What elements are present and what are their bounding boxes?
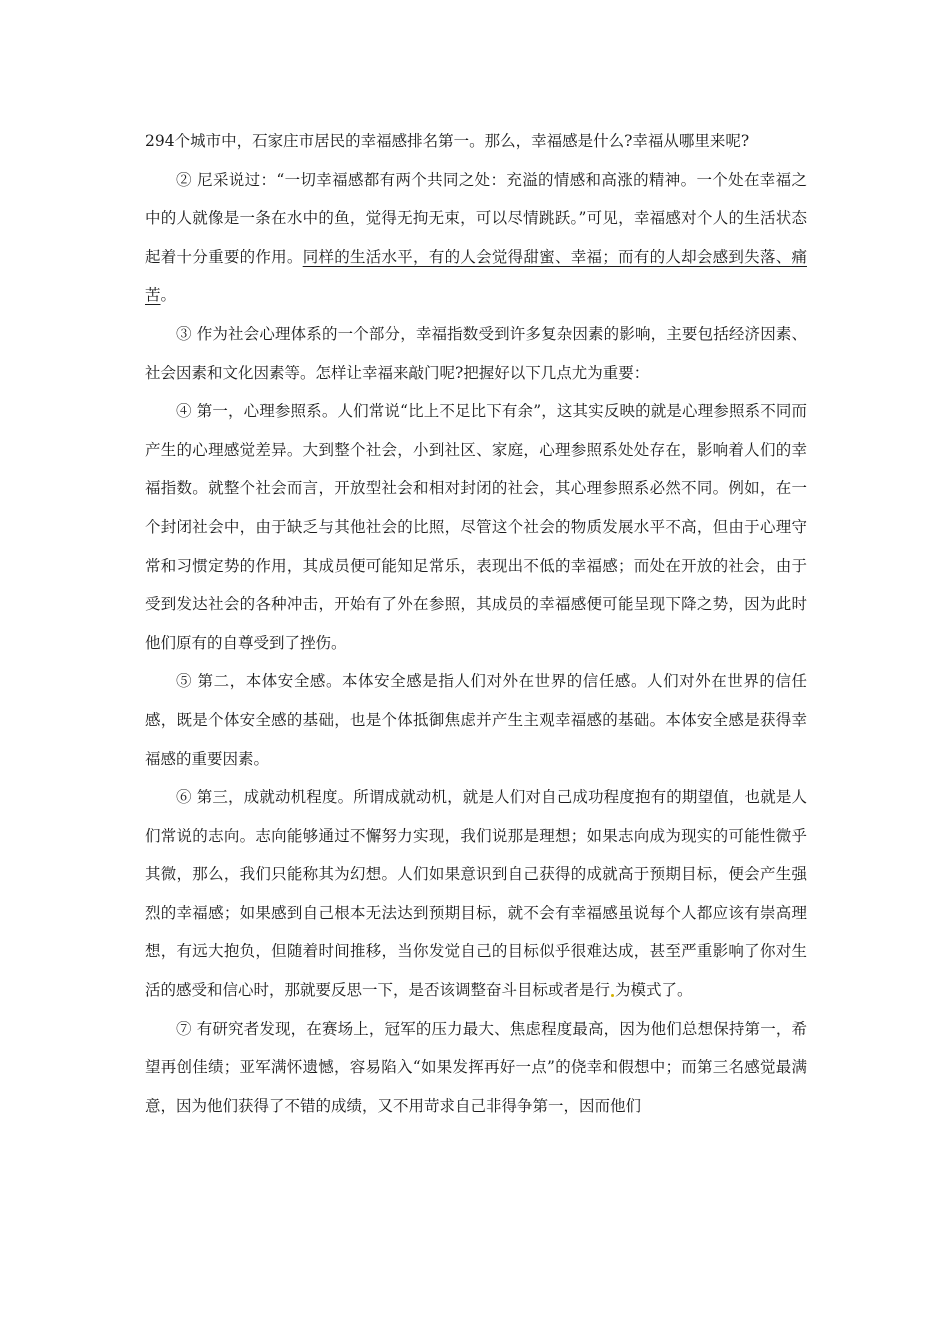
paragraph-7 [145, 1010, 807, 1126]
paragraph-text-end: 。 [160, 286, 177, 305]
paragraph-text: ② 尼采说过：“一切幸福感都有两个共同之处：充溢的情感和高涨的精神。一个处在幸福之中的人就像是一条在水中的鱼，觉得无拘无束，可以尽情跳跃。”可见，幸福感对个人的生活状态起着十分重要的作用。 [145, 170, 807, 266]
paragraph-text: ⑦ 有研究者发现，在赛场上，冠军的压力最大、焦虑程度最高，因为他们总想保持第一，希望再创佳绩；亚军满怀遗憾，容易陷入“如果发挥再好一点”的侥幸和假想中；而第三名感觉最满意，因为他们获得了不错的成绩，又不用苛求自己非得争第一，因而他们 [145, 1019, 807, 1115]
stray-mark [611, 994, 614, 997]
paragraph-4 [145, 392, 807, 662]
paragraph-6 [145, 778, 807, 1010]
paragraph-3 [145, 315, 807, 392]
paragraph-text: 294个城市中，石家庄市居民的幸福感排名第一。那么，幸福感是什么?幸福从哪里来呢? [145, 132, 750, 150]
paragraph-text-end: 为模式了。 [615, 981, 693, 1000]
underlined-sentence: 同样的生活水平，有的人会觉得甜蜜、幸福；而有的人却会感到失落、痛苦 [145, 247, 807, 305]
paragraph-2 [145, 161, 807, 315]
paragraph-continuation [145, 122, 807, 161]
paragraph-5 [145, 662, 807, 778]
paragraph-text: ④ 第一，心理参照系。人们常说“比上不足比下有余”，这其实反映的就是心理参照系不同而产生的心理感觉差异。大到整个社会，小到社区、家庭，心理参照系处处存在，影响着人们的幸福指数。就整个社会而言，开放型社会和相对封闭的社会，其心理参照系必然不同。例如，在一个封闭社会中，由于缺乏与其他社会的比照，尽管这个社会的物质发展水平不高，但由于心理守常和习惯定势的作用，其成员便可能知足常乐，表现出不低的幸福感；而处在开放的社会，由于受到发达社会的各种冲击，开始有了外在参照，其成员的幸福感便可能呈现下降之势，因为此时他们原有的自尊受到了挫伤。 [145, 402, 807, 652]
paragraph-text: ⑤ 第二，本体安全感。本体安全感是指人们对外在世界的信任感。人们对外在世界的信任感，既是个体安全感的基础，也是个体抵御焦虑并产生主观幸福感的基础。本体安全感是获得幸福感的重要因素。 [145, 672, 807, 768]
paragraph-text: ⑥ 第三，成就动机程度。所谓成就动机，就是人们对自己成功程度抱有的期望值，也就是人们常说的志向。志向能够通过不懈努力实现，我们说那是理想；如果志向成为现实的可能性微乎其微，那么，我们只能称其为幻想。人们如果意识到自己获得的成就高于预期目标，便会产生强烈的幸福感；如果感到自己根本无法达到预期目标，就不会有幸福感虽说每个人都应该有崇高理想，有远大抱负，但随着时间推移，当你发觉自己的目标似乎很难达成，甚至严重影响了你对生活的感受和信心时，那就要反思一下，是否该调整奋斗目标或者是行 [145, 788, 807, 1000]
article-body [145, 122, 807, 1125]
paragraph-text: ③ 作为社会心理体系的一个部分，幸福指数受到许多复杂因素的影响，主要包括经济因素、社会因素和文化因素等。怎样让幸福来敲门呢?把握好以下几点尤为重要： [145, 324, 807, 382]
